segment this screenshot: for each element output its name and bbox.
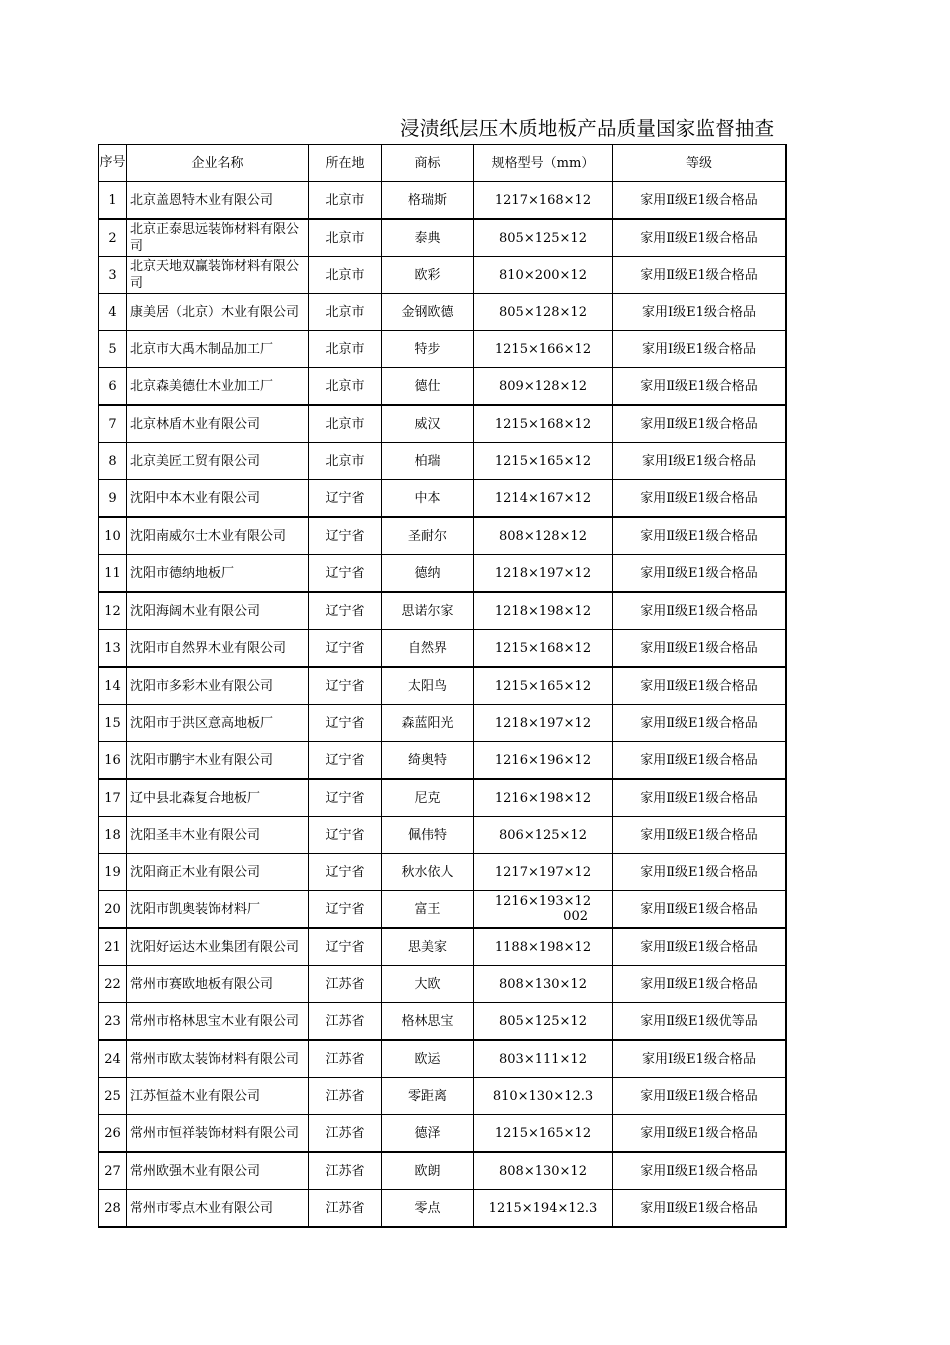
cell-spec: 808×130×12 <box>474 1152 613 1190</box>
header-brand: 商标 <box>382 145 474 182</box>
cell-brand: 尼克 <box>382 779 474 817</box>
cell-company-name <box>127 817 309 854</box>
cell-no: 3 <box>99 257 127 294</box>
cell-grade: 家用Ⅰ级E1级合格品 <box>613 294 787 331</box>
cell-no: 11 <box>99 555 127 593</box>
company-name-text: 沈阳好运达木业集团有限公司 <box>130 939 300 955</box>
cell-brand: 太阳鸟 <box>382 667 474 705</box>
table-row <box>99 368 787 406</box>
cell-grade: 家用Ⅱ级E1级合格品 <box>613 817 787 854</box>
company-name-text: 沈阳中本木业有限公司 <box>130 490 261 506</box>
header-spec: 规格型号（mm） <box>474 145 613 182</box>
cell-company-name <box>127 630 309 668</box>
cell-location: 北京市 <box>309 219 382 257</box>
cell-location: 江苏省 <box>309 1152 382 1190</box>
table-row <box>99 1040 787 1078</box>
company-name-text: 沈阳商正木业有限公司 <box>130 864 261 880</box>
cell-grade: 家用Ⅱ级E1级合格品 <box>613 1078 787 1115</box>
cell-no: 23 <box>99 1003 127 1041</box>
cell-company-name <box>127 854 309 891</box>
cell-spec: 803×111×12 <box>474 1040 613 1078</box>
cell-spec: 1216×196×12 <box>474 742 613 780</box>
cell-brand: 佩伟特 <box>382 817 474 854</box>
cell-spec: 1218×197×12 <box>474 555 613 593</box>
table-row <box>99 966 787 1003</box>
cell-company-name <box>127 966 309 1003</box>
cell-spec: 806×125×12 <box>474 817 613 854</box>
table-row <box>99 854 787 891</box>
cell-brand: 柏瑞 <box>382 443 474 480</box>
cell-spec <box>474 891 613 929</box>
company-name-text: 常州市零点木业有限公司 <box>130 1200 274 1216</box>
company-name-text: 沈阳南威尔士木业有限公司 <box>130 528 287 544</box>
cell-grade: 家用Ⅱ级E1级合格品 <box>613 1190 787 1228</box>
cell-location: 辽宁省 <box>309 928 382 966</box>
table-row <box>99 592 787 630</box>
cell-spec: 1215×165×12 <box>474 667 613 705</box>
cell-no: 25 <box>99 1078 127 1115</box>
company-name-text: 沈阳海阔木业有限公司 <box>130 603 261 619</box>
company-name-text: 沈阳市于洪区意高地板厂 <box>130 715 274 731</box>
page-title: 浸渍纸层压木质地板产品质量国家监督抽查 <box>400 117 775 140</box>
cell-brand: 特步 <box>382 331 474 368</box>
header-name: 企业名称 <box>127 145 309 182</box>
cell-grade: 家用Ⅰ级E1级合格品 <box>613 1040 787 1078</box>
cell-grade: 家用Ⅱ级E1级合格品 <box>613 667 787 705</box>
cell-spec: 809×128×12 <box>474 368 613 406</box>
table-row <box>99 742 787 780</box>
cell-grade: 家用Ⅱ级E1级合格品 <box>613 1152 787 1190</box>
header-location: 所在地 <box>309 145 382 182</box>
cell-brand: 大欧 <box>382 966 474 1003</box>
company-name-text: 常州市恒祥装饰材料有限公司 <box>130 1125 300 1141</box>
cell-brand: 威汉 <box>382 405 474 443</box>
cell-location: 江苏省 <box>309 1003 382 1041</box>
cell-grade: 家用Ⅱ级E1级优等品 <box>613 1003 787 1041</box>
cell-grade: 家用Ⅱ级E1级合格品 <box>613 742 787 780</box>
cell-location: 北京市 <box>309 257 382 294</box>
spec-text: 1216×193×12 <box>494 894 592 909</box>
company-name-text: 常州市欧太装饰材料有限公司 <box>130 1051 300 1067</box>
table-row <box>99 405 787 443</box>
company-name-text: 沈阳市鹏宇木业有限公司 <box>130 752 274 768</box>
cell-company-name <box>127 182 309 220</box>
cell-location: 北京市 <box>309 182 382 220</box>
company-name-text: 常州市赛欧地板有限公司 <box>130 976 274 992</box>
cell-brand: 圣耐尔 <box>382 517 474 555</box>
company-name-text: 北京市大禹木制品加工厂 <box>130 341 274 357</box>
table-row <box>99 517 787 555</box>
cell-no: 12 <box>99 592 127 630</box>
cell-brand: 自然界 <box>382 630 474 668</box>
cell-brand: 思诺尔家 <box>382 592 474 630</box>
cell-brand: 泰典 <box>382 219 474 257</box>
cell-no: 21 <box>99 928 127 966</box>
cell-location: 辽宁省 <box>309 742 382 780</box>
table-row <box>99 779 787 817</box>
company-name-text: 辽中县北森复合地板厂 <box>130 790 261 806</box>
company-name-text: 北京林盾木业有限公司 <box>130 416 261 432</box>
cell-brand: 零点 <box>382 1190 474 1228</box>
cell-brand: 格林思宝 <box>382 1003 474 1041</box>
cell-brand: 德纳 <box>382 555 474 593</box>
cell-no: 5 <box>99 331 127 368</box>
cell-grade: 家用Ⅱ级E1级合格品 <box>613 219 787 257</box>
cell-brand: 金钢欧德 <box>382 294 474 331</box>
cell-grade: 家用Ⅱ级E1级合格品 <box>613 555 787 593</box>
cell-brand: 欧朗 <box>382 1152 474 1190</box>
cell-location: 江苏省 <box>309 1115 382 1153</box>
company-name-text: 北京美匠工贸有限公司 <box>130 453 261 469</box>
header-no <box>99 145 127 182</box>
spec-sub-text: 002 <box>563 909 588 924</box>
cell-location: 辽宁省 <box>309 555 382 593</box>
cell-company-name <box>127 1115 309 1153</box>
header-no-label: 序号 <box>99 155 126 170</box>
cell-spec: 1214×167×12 <box>474 480 613 518</box>
cell-company-name <box>127 257 309 294</box>
cell-company-name <box>127 891 309 929</box>
cell-no: 8 <box>99 443 127 480</box>
cell-grade: 家用Ⅱ级E1级合格品 <box>613 854 787 891</box>
cell-location: 江苏省 <box>309 1078 382 1115</box>
cell-no: 17 <box>99 779 127 817</box>
cell-company-name <box>127 742 309 780</box>
cell-location: 辽宁省 <box>309 705 382 742</box>
cell-brand: 思美家 <box>382 928 474 966</box>
cell-location: 辽宁省 <box>309 667 382 705</box>
cell-grade: 家用Ⅱ级E1级合格品 <box>613 928 787 966</box>
cell-grade: 家用Ⅱ级E1级合格品 <box>613 257 787 294</box>
cell-company-name <box>127 592 309 630</box>
cell-brand: 欧运 <box>382 1040 474 1078</box>
cell-company-name <box>127 1190 309 1228</box>
cell-location: 北京市 <box>309 294 382 331</box>
cell-no: 20 <box>99 891 127 929</box>
cell-location: 辽宁省 <box>309 517 382 555</box>
cell-no: 1 <box>99 182 127 220</box>
cell-no: 18 <box>99 817 127 854</box>
cell-no: 27 <box>99 1152 127 1190</box>
header-grade: 等级 <box>613 145 787 182</box>
cell-spec: 1215×194×12.3 <box>474 1190 613 1228</box>
cell-spec: 810×130×12.3 <box>474 1078 613 1115</box>
cell-no: 6 <box>99 368 127 406</box>
cell-location: 北京市 <box>309 443 382 480</box>
table-row <box>99 630 787 668</box>
cell-company-name <box>127 517 309 555</box>
cell-company-name <box>127 1078 309 1115</box>
company-name-text: 北京森美德仕木业加工厂 <box>130 378 274 394</box>
cell-grade: 家用Ⅱ级E1级合格品 <box>613 517 787 555</box>
company-name-text: 沈阳市多彩木业有限公司 <box>130 678 274 694</box>
table-row <box>99 928 787 966</box>
cell-spec: 1217×197×12 <box>474 854 613 891</box>
table-row <box>99 1003 787 1041</box>
cell-company-name <box>127 480 309 518</box>
company-name-text: 江苏恒益木业有限公司 <box>130 1088 261 1104</box>
company-name-text: 沈阳圣丰木业有限公司 <box>130 827 261 843</box>
inspection-table <box>98 144 787 1228</box>
company-name-text: 北京天地双赢装饰材料有限公司 <box>130 259 300 291</box>
table-header-row <box>99 145 787 182</box>
cell-spec: 1215×165×12 <box>474 443 613 480</box>
cell-spec: 1215×168×12 <box>474 630 613 668</box>
cell-location: 辽宁省 <box>309 891 382 929</box>
cell-grade: 家用Ⅱ级E1级合格品 <box>613 592 787 630</box>
table-row <box>99 331 787 368</box>
cell-grade: 家用Ⅱ级E1级合格品 <box>613 405 787 443</box>
cell-brand: 零距离 <box>382 1078 474 1115</box>
cell-spec: 1215×165×12 <box>474 1115 613 1153</box>
company-name-text: 常州欧强木业有限公司 <box>130 1163 261 1179</box>
cell-company-name <box>127 555 309 593</box>
cell-company-name <box>127 928 309 966</box>
cell-grade: 家用Ⅱ级E1级合格品 <box>613 891 787 929</box>
cell-brand: 格瑞斯 <box>382 182 474 220</box>
table-row <box>99 219 787 257</box>
table-row <box>99 1190 787 1228</box>
cell-brand: 绮奥特 <box>382 742 474 780</box>
cell-brand: 中本 <box>382 480 474 518</box>
cell-grade: 家用Ⅰ级E1级合格品 <box>613 331 787 368</box>
cell-location: 北京市 <box>309 368 382 406</box>
cell-spec: 1218×198×12 <box>474 592 613 630</box>
cell-location: 江苏省 <box>309 966 382 1003</box>
cell-company-name <box>127 667 309 705</box>
cell-spec: 1188×198×12 <box>474 928 613 966</box>
table-row <box>99 705 787 742</box>
table-row <box>99 182 787 220</box>
cell-location: 北京市 <box>309 331 382 368</box>
cell-brand: 森蓝阳光 <box>382 705 474 742</box>
cell-grade: 家用Ⅱ级E1级合格品 <box>613 368 787 406</box>
cell-brand: 德仕 <box>382 368 474 406</box>
cell-grade: 家用Ⅱ级E1级合格品 <box>613 966 787 1003</box>
cell-location: 辽宁省 <box>309 480 382 518</box>
cell-location: 辽宁省 <box>309 630 382 668</box>
cell-no: 19 <box>99 854 127 891</box>
company-name-text: 沈阳市凯奥装饰材料厂 <box>130 901 261 917</box>
table-row <box>99 1152 787 1190</box>
cell-company-name <box>127 219 309 257</box>
cell-grade: 家用Ⅱ级E1级合格品 <box>613 705 787 742</box>
cell-brand: 秋水依人 <box>382 854 474 891</box>
table-row <box>99 257 787 294</box>
cell-brand: 富王 <box>382 891 474 929</box>
cell-no: 13 <box>99 630 127 668</box>
table-row <box>99 667 787 705</box>
cell-spec: 1216×198×12 <box>474 779 613 817</box>
cell-location: 辽宁省 <box>309 779 382 817</box>
cell-spec: 1215×168×12 <box>474 405 613 443</box>
cell-spec: 805×128×12 <box>474 294 613 331</box>
cell-spec: 810×200×12 <box>474 257 613 294</box>
cell-location: 辽宁省 <box>309 592 382 630</box>
table-row <box>99 817 787 854</box>
cell-company-name <box>127 705 309 742</box>
cell-no: 10 <box>99 517 127 555</box>
cell-spec: 808×130×12 <box>474 966 613 1003</box>
company-name-text: 沈阳市自然界木业有限公司 <box>130 640 287 656</box>
cell-company-name <box>127 1152 309 1190</box>
table-row <box>99 294 787 331</box>
cell-location: 江苏省 <box>309 1040 382 1078</box>
table-row <box>99 1078 787 1115</box>
cell-grade: 家用Ⅰ级E1级合格品 <box>613 443 787 480</box>
cell-no: 16 <box>99 742 127 780</box>
table-row <box>99 480 787 518</box>
cell-spec: 1217×168×12 <box>474 182 613 220</box>
cell-no: 22 <box>99 966 127 1003</box>
cell-company-name <box>127 1003 309 1041</box>
cell-no: 4 <box>99 294 127 331</box>
company-name-text: 北京正泰思远装饰材料有限公司 <box>130 222 300 254</box>
cell-no: 9 <box>99 480 127 518</box>
company-name-text: 北京盖恩特木业有限公司 <box>130 192 274 208</box>
cell-no: 15 <box>99 705 127 742</box>
cell-no: 7 <box>99 405 127 443</box>
cell-location: 辽宁省 <box>309 854 382 891</box>
cell-no: 26 <box>99 1115 127 1153</box>
cell-spec: 1215×166×12 <box>474 331 613 368</box>
cell-location: 北京市 <box>309 405 382 443</box>
cell-company-name <box>127 405 309 443</box>
cell-location: 辽宁省 <box>309 817 382 854</box>
cell-grade: 家用Ⅱ级E1级合格品 <box>613 182 787 220</box>
cell-brand: 欧彩 <box>382 257 474 294</box>
table-row <box>99 891 787 929</box>
cell-no: 2 <box>99 219 127 257</box>
table-body <box>99 182 787 1228</box>
company-name-text: 常州市格林思宝木业有限公司 <box>130 1013 300 1029</box>
cell-spec: 805×125×12 <box>474 219 613 257</box>
table-row <box>99 1115 787 1153</box>
cell-company-name <box>127 779 309 817</box>
cell-grade: 家用Ⅱ级E1级合格品 <box>613 779 787 817</box>
cell-spec: 805×125×12 <box>474 1003 613 1041</box>
cell-grade: 家用Ⅱ级E1级合格品 <box>613 480 787 518</box>
cell-grade: 家用Ⅱ级E1级合格品 <box>613 1115 787 1153</box>
cell-company-name <box>127 368 309 406</box>
cell-no: 28 <box>99 1190 127 1228</box>
company-name-text: 沈阳市德纳地板厂 <box>130 565 235 581</box>
cell-grade: 家用Ⅱ级E1级合格品 <box>613 630 787 668</box>
cell-spec: 1218×197×12 <box>474 705 613 742</box>
cell-brand: 德泽 <box>382 1115 474 1153</box>
cell-company-name <box>127 443 309 480</box>
cell-no: 24 <box>99 1040 127 1078</box>
cell-company-name <box>127 331 309 368</box>
cell-no: 14 <box>99 667 127 705</box>
cell-company-name <box>127 1040 309 1078</box>
cell-spec: 808×128×12 <box>474 517 613 555</box>
cell-location: 江苏省 <box>309 1190 382 1228</box>
table-row <box>99 443 787 480</box>
company-name-text: 康美居（北京）木业有限公司 <box>130 304 300 320</box>
table-row <box>99 555 787 593</box>
cell-company-name <box>127 294 309 331</box>
